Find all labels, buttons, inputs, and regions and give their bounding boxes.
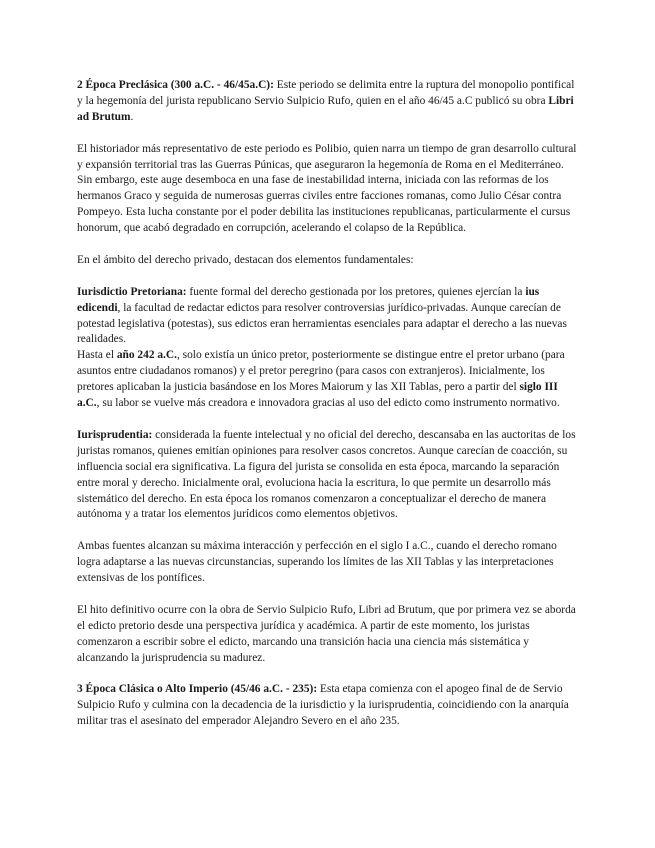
term-iurisdictio-pretoriana: Iurisdictio Pretoriana: (77, 285, 187, 298)
heading-epoca-preclasica: 2 Época Preclásica (300 a.C. - 46/45a.C): (77, 79, 274, 91)
date-siglo-iii: siglo III a.C. (77, 381, 558, 410)
paragraph-text: Ambas fuentes alcanzan su máxima interacción y perfección en el siglo I a.C., cuando el derecho romano logra adaptarse a las nuevas circunstancias, superando los límites de las XII Tablas y las interpretaciones extensivas de los pontífices. (77, 540, 557, 585)
paragraph-iurisdictio-pretoriana (77, 285, 579, 349)
document-page (77, 78, 579, 746)
paragraph-derecho-privado-intro (77, 253, 579, 269)
paragraph-epoca-clasica (77, 682, 579, 730)
paragraph-text: . (130, 110, 134, 123)
paragraph-ambas-fuentes (77, 539, 579, 587)
paragraph-text: , su labor se vuelve más creadora e innovadora gracias al uso del edicto como instrumento normativo. (96, 397, 560, 410)
paragraph-text: , solo existía un único pretor, posteriormente se distingue entre el pretor urbano (para asuntos entre ciudadanos romanos) y el pretor peregrino (para casos con extranjeros). Inicialmente, los pretores aplicaban la justicia basándose en los Mores Maiorum y las XII Tablas, pero a partir del (77, 349, 565, 394)
paragraph-text: fuente formal del derecho gestionada por los pretores, quienes ejercían la (186, 285, 526, 298)
paragraph-text: El hito definitivo ocurre con la obra de Servio Sulpicio Rufo, Libri ad Brutum, que por primera vez se aborda el edicto pretorio desde una perspectiva jurídica y académica. A partir de este momento, los juristas comenzaron a escribir sobre el edicto, marcando una transición hacia una ciencia más sistemática y alcanzando la jurisprudencia su madurez. (77, 603, 576, 664)
paragraph-polibio (77, 142, 579, 237)
paragraph-text: Hasta el (77, 349, 117, 362)
term-iurisprudentia: Iurisprudentia: (77, 428, 153, 441)
paragraph-pretores (77, 348, 579, 412)
date-ano-242: año 242 a.C. (116, 349, 177, 362)
term-ius-edicendi: ius edicendi (77, 285, 540, 314)
paragraph-hito-definitivo (77, 603, 579, 667)
heading-epoca-clasica: 3 Época Clásica o Alto Imperio (45/46 a.C. - 235): (77, 683, 318, 696)
paragraph-text: considerada la fuente intelectual y no oficial del derecho, descansaba en las auctoritas de los juristas romanos, quienes emitían opiniones para resolver casos concretos. Aunque carecían de coacción, su influencia social era significativa. La figura del jurista se consolida en esta época, marcando la separación entre moral y derecho. Inicialmente oral, evoluciona hacia la escritura, lo que permite un desarrollo más sistemático del derecho. En esta época los romanos comenzaron a conceptualizar el derecho de manera autónoma y a tratar los elementos jurídicos como elementos objetivos. (77, 428, 576, 521)
paragraph-text: , la facultad de redactar edictos para resolver controversias jurídico-privadas. Aunque carecían de potestad legislativa (potestas), sus edictos eran herramientas esenciales para adaptar el derecho a las nuevas realidades. (77, 301, 567, 346)
paragraph-iurisprudentia (77, 428, 579, 523)
paragraph-epoca-preclasica (77, 78, 579, 126)
paragraph-text: Este periodo se delimita entre la ruptura del monopolio pontifical y la hegemonía del jurista republicano Servio Sulpicio Rufo, quien en el año 46/45 a.C publicó su obra (77, 79, 575, 107)
paragraph-text: Esta etapa comienza con el apogeo final de de Servio Sulpicio Rufo y culmina con la decadencia de la iurisdictio y la iurisprudentia, coincidiendo con la anarquía militar tras el asesinato del emperador Alejandro Severo en el año 235. (77, 683, 569, 728)
paragraph-text: El historiador más representativo de este periodo es Polibio, quien narra un tiempo de gran desarrollo cultural y expansión territorial tras las Guerras Púnicas, que aseguraron la hegemonía de Roma en el Mediterráneo. Sin embargo, este auge desemboca en una fase de inestabilidad interna, iniciada con las reformas de los hermanos Graco y seguida de numerosas guerras civiles entre facciones romanas, como Julio César contra Pompeyo. Esta lucha constante por el poder debilita las instituciones republicanas, particularmente el cursus honorum, que acabó degradado en corrupción, acelerando el colapso de la República. (77, 142, 577, 235)
paragraph-text: En el ámbito del derecho privado, destacan dos elementos fundamentales: (77, 253, 414, 266)
work-title-libri-ad-brutum: Libri ad Brutum (77, 94, 574, 123)
